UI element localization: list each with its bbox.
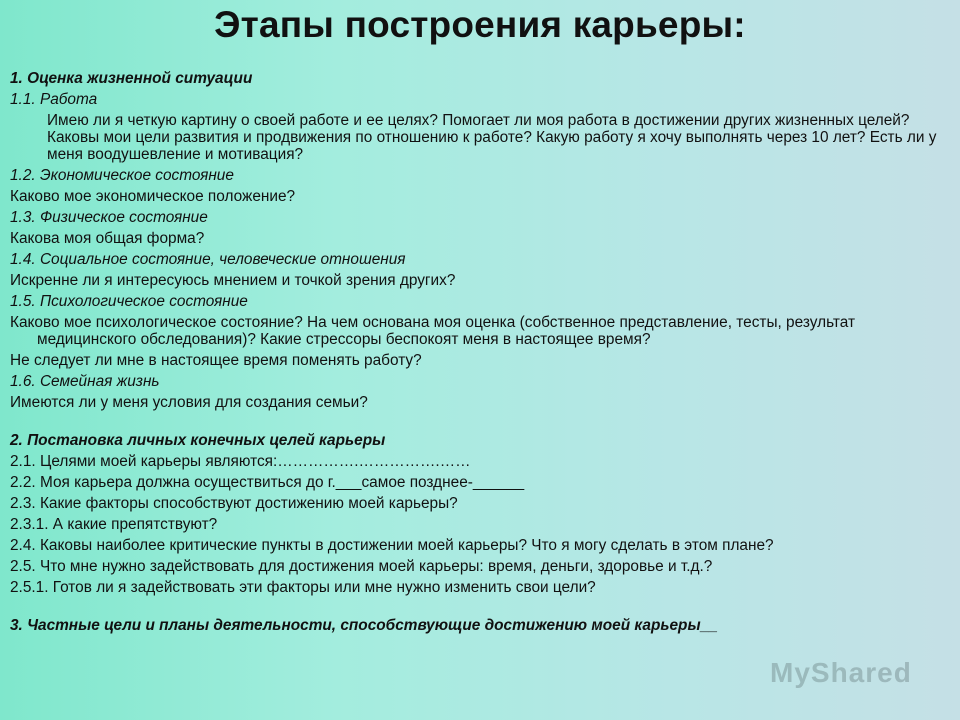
subsection-1-4-text: Искренне ли я интересуюсь мнением и точкой зрения других? [10,272,456,289]
subsection-1-6-heading: 1.6. Семейная жизнь [10,373,160,390]
subsection-1-2-text: Каково мое экономическое положение? [10,188,296,205]
page-title: Этапы построения карьеры: [214,4,746,45]
subsection-2-5-1-text: 2.5.1. Готов ли я задействовать эти факторы или мне нужно изменить свои цели? [10,579,596,596]
subsection-1-5-heading: 1.5. Психологическое состояние [10,293,248,310]
subsection-1-1-heading: 1.1. Работа [10,91,98,108]
subsection-2-2-text: 2.2. Моя карьера должна осуществиться до г.___самое позднее-______ [10,474,525,491]
subsection-2-1-text: 2.1. Целями моей карьеры являются:…………….…………….…… [10,453,471,470]
subsection-1-3-heading: 1.3. Физическое состояние [10,209,208,226]
section-gap [10,415,955,432]
section-gap [10,600,955,617]
subsection-2-3-text: 2.3. Какие факторы способствуют достижению моей карьеры? [10,495,458,512]
subsection-1-5-text-2: Не следует ли мне в настоящее время поменять работу? [10,352,422,369]
section-1-heading: 1. Оценка жизненной ситуации [10,70,253,87]
subsection-1-6-text: Имеются ли у меня условия для создания семьи? [10,394,368,411]
subsection-1-4-heading: 1.4. Социальное состояние, человеческие отношения [10,251,406,268]
subsection-1-1-text: Имею ли я четкую картину о своей работе и ее целях? Помогает ли моя работа в достижении других жизненных целей? Каковы мои цели развития и продвижения по отношению к работе? Какую работу я хочу выполнять через 10 лет? Есть ли у меня воодушевление и мотивация? [47,112,937,163]
subsection-2-3-1-text: 2.3.1. А какие препятствуют? [10,516,218,533]
section-3-heading: 3. Частные цели и планы деятельности, способствующие достижению моей карьеры__ [10,617,718,634]
section-2-heading: 2. Постановка личных конечных целей карьеры [10,432,386,449]
document-body [10,70,955,638]
subsection-1-2-heading: 1.2. Экономическое состояние [10,167,234,184]
subsection-2-5-text: 2.5. Что мне нужно задействовать для достижения моей карьеры: время, деньги, здоровье и т.д.? [10,558,713,575]
subsection-1-5-text: Каково мое психологическое состояние? На чем основана моя оценка (собственное представление, тесты, результат медицинского обследования)? Какие стрессоры беспокоят меня в настоящее время? [10,314,856,348]
subsection-2-4-text: 2.4. Каковы наиболее критические пункты в достижении моей карьеры? Что я могу сделать в этом плане? [10,537,774,554]
watermark-logo: MyShared [770,657,912,688]
subsection-1-3-text: Какова моя общая форма? [10,230,205,247]
